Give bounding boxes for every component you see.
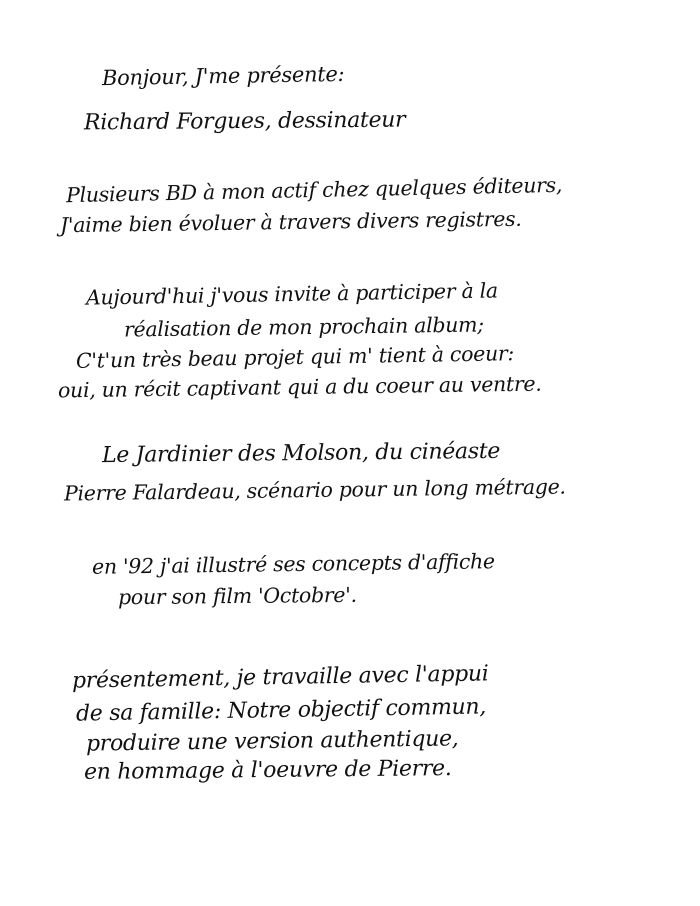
paragraph-1-line-1: Plusieurs BD à mon actif chez quelques éditeurs, — [65, 172, 563, 208]
paragraph-5-line-3: produire une version authentique, — [85, 726, 459, 757]
paragraph-4-line-2: pour son film 'Octobre'. — [117, 582, 357, 610]
greeting-line: Bonjour, J'me présente: — [101, 61, 345, 91]
paragraph-4-line-1: en '92 j'ai illustré ses concepts d'affiche — [91, 549, 495, 579]
paragraph-3-line-1: Le Jardinier des Molson, du cinéaste — [101, 438, 501, 469]
paragraph-2-line-4: oui, un récit captivant qui a du coeur au ventre. — [57, 371, 542, 403]
author-name-line: Richard Forgues, dessinateur — [83, 107, 406, 136]
paragraph-5-line-1: présentement, je travaille avec l'appui — [71, 661, 489, 694]
paragraph-1-line-2: J'aime bien évoluer à travers divers registres. — [59, 206, 522, 238]
paragraph-2-line-3: C't'un très beau projet qui m' tient à coeur: — [75, 341, 515, 373]
paragraph-5-line-2: de sa famille: Notre objectif commun, — [75, 694, 487, 727]
paragraph-2-line-2: réalisation de mon prochain album; — [123, 312, 484, 342]
paragraph-3-line-2: Pierre Falardeau, scénario pour un long métrage. — [63, 474, 566, 506]
paragraph-5-line-4: en hommage à l'oeuvre de Pierre. — [83, 756, 452, 785]
paragraph-2-line-1: Aujourd'hui j'vous invite à participer à la — [85, 278, 498, 310]
